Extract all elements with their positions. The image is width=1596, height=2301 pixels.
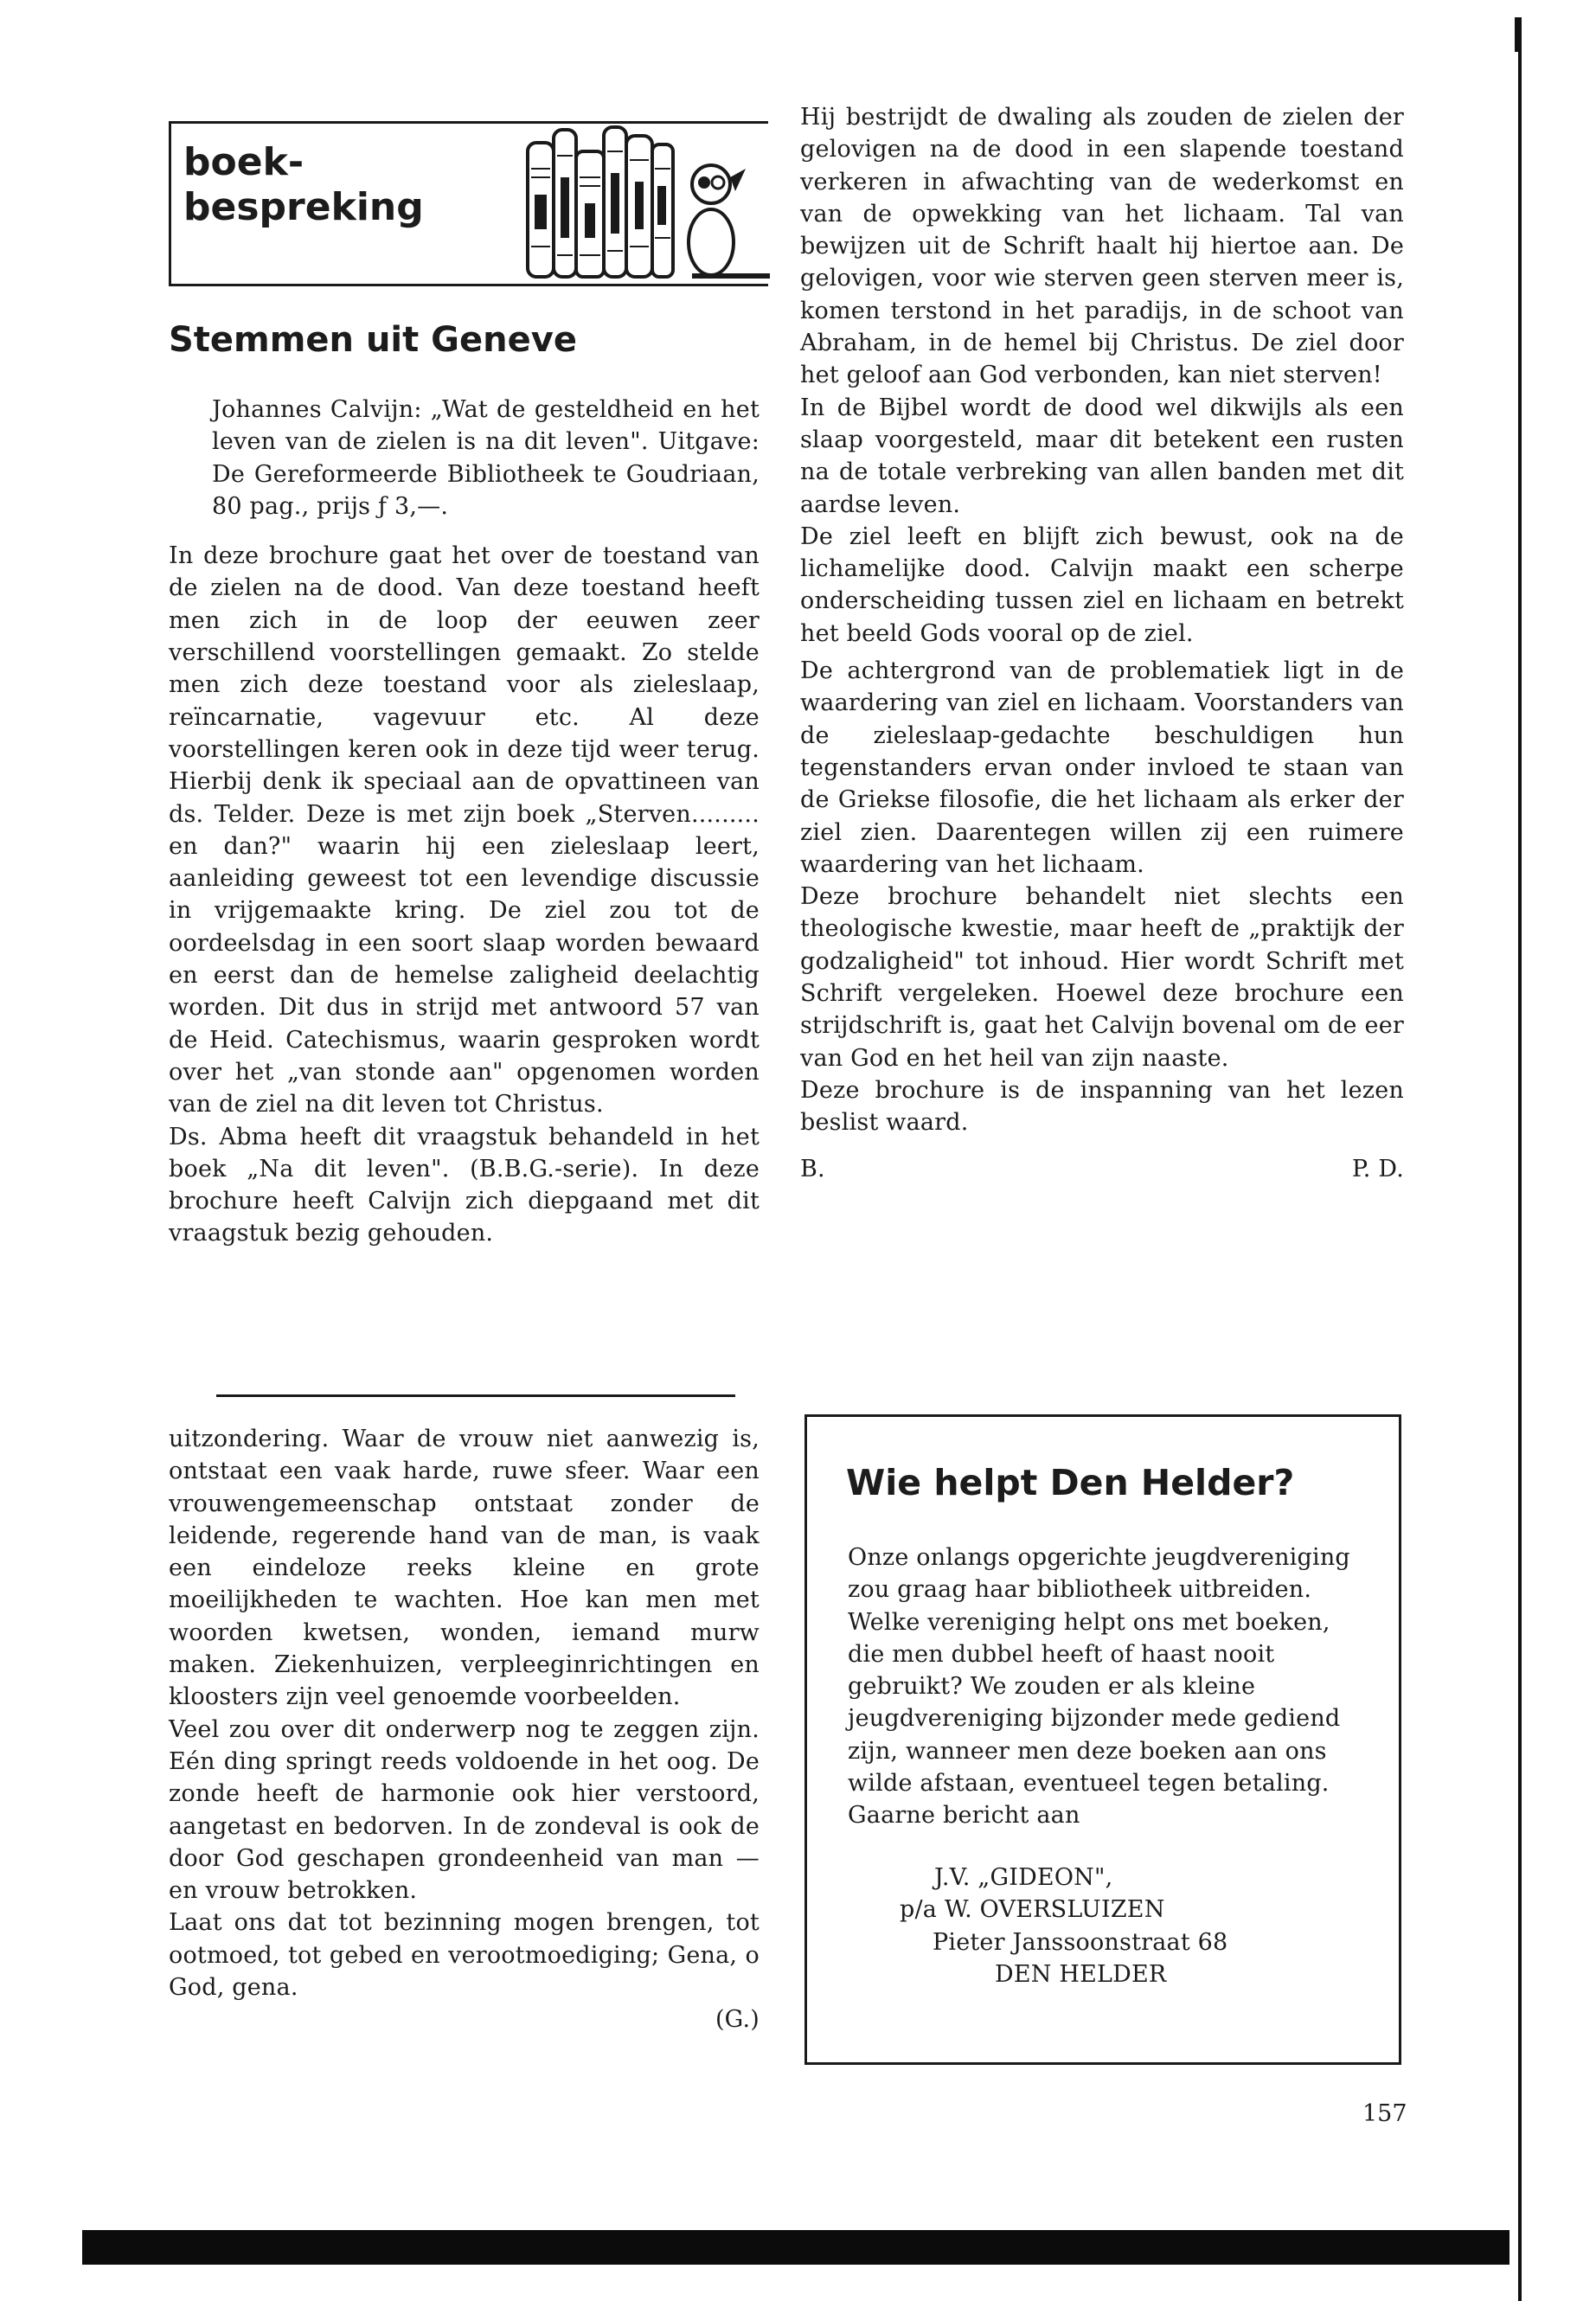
ad-title: Wie helpt Den Helder? bbox=[846, 1462, 1295, 1503]
address-line: J.V. „GIDEON", bbox=[934, 1864, 1113, 1891]
continued-article bbox=[169, 1423, 760, 2036]
article-paragraph: Veel zou over dit onderwerp nog te zeggen zijn. Eén ding springt reeds voldoende in het oog. De zonde heeft de harmonie ook hier verstoord, aangetast en bedorven. In de zondeval is ook de door God geschapen grondeenheid van man — en vrouw betrokken. bbox=[169, 1715, 760, 1905]
book-citation: Johannes Calvijn: „Wat de gesteldheid en het leven van de zielen is na dit leven". Uitgave: De Gereformeerde Bibliotheek te Goudriaan, 80 pag., prijs ƒ 3,—. bbox=[212, 396, 760, 520]
review-signoff bbox=[800, 1153, 1404, 1185]
review-paragraph: De achtergrond van de problematiek ligt in de waardering van ziel en lichaam. Voorstanders van de zieleslaap-gedachte beschuldigen hun tegenstanders ervan onder invloed te staan van de Griekse filosofie, die het lichaam als erker der ziel zien. Daarentegen willen zij een ruimere waardering van het lichaam. bbox=[800, 657, 1404, 878]
review-paragraph: De ziel leeft en blijft zich bewust, ook na de lichamelijke dood. Calvijn maakt een scherpe onderscheiding tussen ziel en lichaam en betrekt het beeld Gods vooral op de ziel. bbox=[800, 522, 1404, 647]
review-paragraph: Deze brochure is de inspanning van het lezen beslist waard. bbox=[800, 1076, 1404, 1137]
ad-contact-intro: Gaarne bericht aan bbox=[848, 1802, 1080, 1830]
signoff-initial: B. bbox=[800, 1155, 825, 1183]
books-owl-illustration bbox=[519, 117, 770, 281]
article-signature-line bbox=[169, 2003, 760, 2035]
owl-icon bbox=[689, 165, 770, 276]
review-paragraph: Deze brochure behandelt niet slechts een theologische kwestie, maar heeft de „praktijk der godzaligheid" tot inhoud. Hier wordt Schrift met Schrift vergeleken. Hoewel deze brochure een strijdschrift is, gaat het Calvijn bovenal om de eer van God en het heil van zijn naaste. bbox=[800, 883, 1404, 1072]
article-signature: (G.) bbox=[715, 2006, 760, 2034]
ad-body bbox=[848, 1541, 1365, 1832]
article-paragraph: uitzondering. Waar de vrouw niet aanwezig is, ontstaat een vaak harde, ruwe sfeer. Waar een vrouwengemeenschap ontstaat zonder de leidende, regerende hand van de man, is vaak een eindeloze reeks kleine en grote moeilijkheden te wachten. Hoe kan men met woorden kwetsen, wonden, iemand murw maken. Ziekenhuizen, verpleeginrichtingen en kloosters zijn veel genoemde voorbeelden. bbox=[169, 1426, 760, 1711]
ad-address bbox=[848, 1862, 1365, 1990]
review-title: Stemmen uit Geneve bbox=[169, 320, 577, 360]
scan-bottom-bar bbox=[82, 2230, 1509, 2265]
signoff-author: P. D. bbox=[1351, 1155, 1404, 1183]
review-paragraph: Ds. Abma heeft dit vraagstuk behandeld in het boek „Na dit leven". (B.B.G.-serie). In deze brochure heeft Calvijn zich diepgaand met dit vraagstuk bezig gehouden. bbox=[169, 1123, 760, 1247]
page-edge-line bbox=[1518, 17, 1522, 2301]
address-line: DEN HELDER bbox=[995, 1960, 1167, 1988]
address-line: Pieter Janssoonstraat 68 bbox=[933, 1928, 1228, 1956]
page-edge-mark bbox=[1515, 17, 1522, 52]
review-paragraph: In de Bijbel wordt de dood wel dikwijls als een slaap voorgesteld, maar dit betekent een rusten na de totale verbreking van allen banden met dit aardse leven. bbox=[800, 394, 1404, 518]
column-separator bbox=[216, 1394, 735, 1397]
logo-line-2: bespreking bbox=[183, 185, 424, 229]
address-line: p/a W. OVERSLUIZEN bbox=[900, 1896, 1165, 1924]
review-right-column bbox=[800, 101, 1404, 1185]
ad-text: Onze onlangs opgerichte jeugdvereniging zou graag haar bibliotheek uitbreiden. Welke vereniging helpt ons met boeken, die men dubbel heeft of haast nooit gebruikt? We zouden er als kleine jeugdvereniging bijzonder mede gediend zijn, wanneer men deze boeken aan ons wilde afstaan, eventueel tegen betaling. bbox=[848, 1544, 1350, 1798]
page-number: 157 bbox=[1362, 2100, 1407, 2127]
logo-line-1: boek- bbox=[183, 140, 304, 184]
review-left-column bbox=[169, 394, 760, 1250]
section-logo bbox=[183, 140, 424, 230]
review-paragraph: Hij bestrijdt de dwaling als zouden de zielen der gelovigen na de dood in een slapende toestand verkeren in afwachting van de wederkomst en van de opwekking van het lichaam. Tal van bewijzen uit de Schrift haalt hij hiertoe aan. De gelovigen, voor wie sterven geen sterven meer is, komen terstond in het paradijs, in de schoot van Abraham, in de hemel bij Christus. De ziel door het geloof aan God verbonden, kan niet sterven! bbox=[800, 104, 1404, 389]
review-paragraph: In deze brochure gaat het over de toestand van de zielen na de dood. Van deze toestand heeft men zich in de loop der eeuwen zeer verschillend voorstellingen gemaakt. Zo stelde men zich deze toestand voor als zieleslaap, reïncarnatie, vagevuur etc. Al deze voorstellingen keren ook in deze tijd weer terug. Hierbij denk ik speciaal aan de opvattineen van ds. Telder. Deze is met zijn boek „Sterven......... en dan?" waarin hij een zieleslaap leert, aanleiding geweest tot een levendige discussie in vrijgemaakte kring. De ziel zou tot de oordeelsdag in een soort slaap worden bewaard en eerst dan de hemelse zaligheid deelachtig worden. Dit dus in strijd met antwoord 57 van de Heid. Catechismus, waarin gesproken wordt over het „van stonde aan" opgenomen worden van de ziel na dit leven tot Christus. bbox=[169, 542, 760, 1118]
article-paragraph: Laat ons dat tot bezinning mogen brengen, tot ootmoed, tot gebed en verootmoediging; Gena, o God, gena. bbox=[169, 1909, 760, 2002]
